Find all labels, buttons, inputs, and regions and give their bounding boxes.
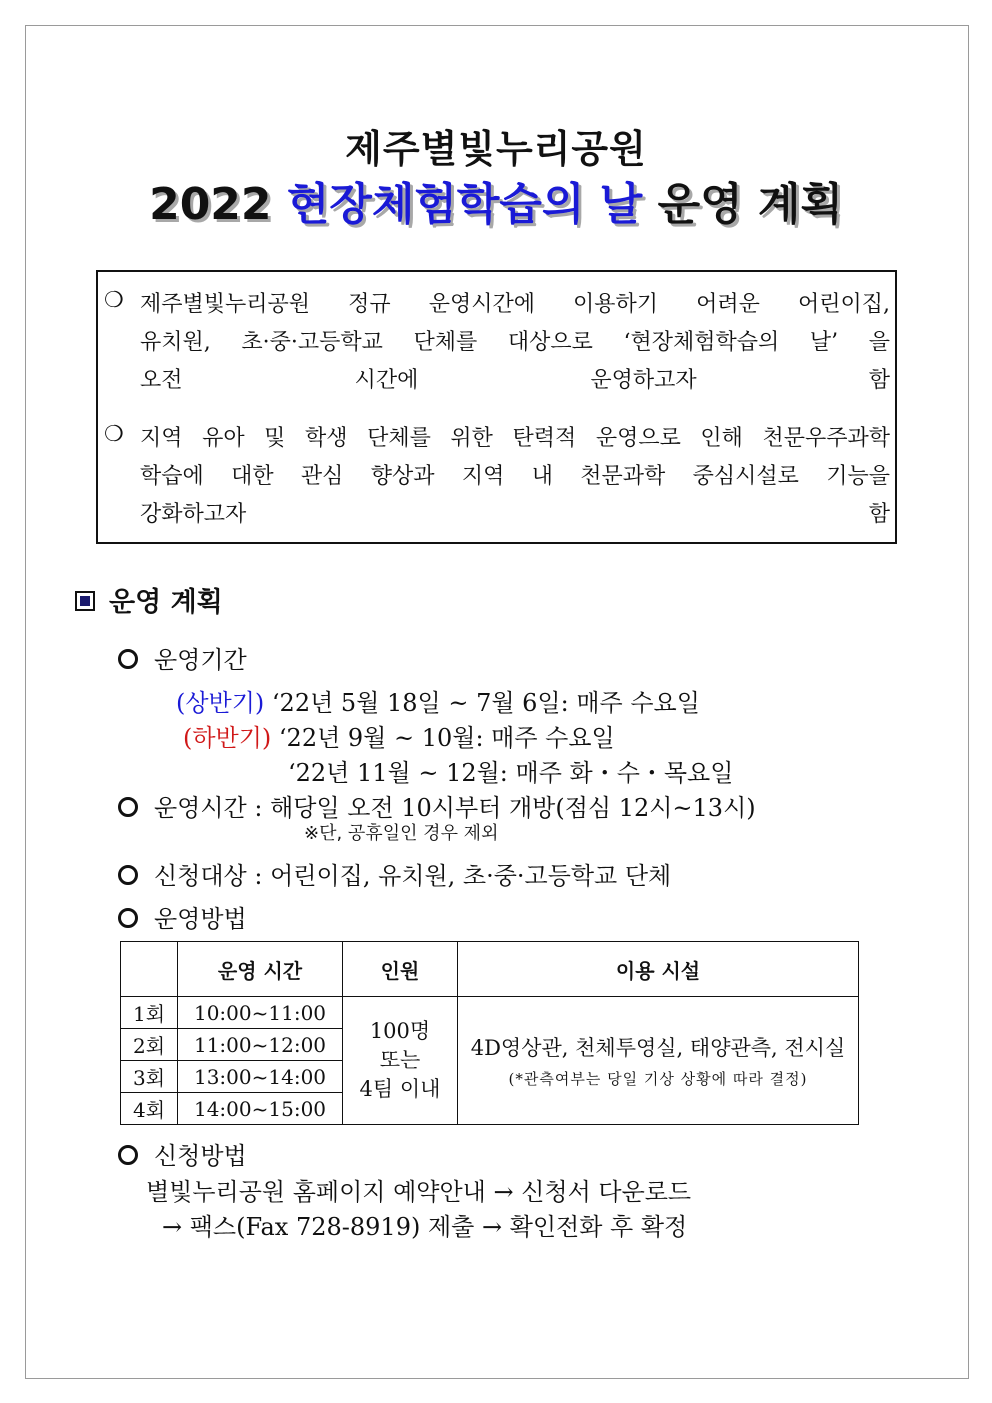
- operation-table: [120, 941, 859, 1125]
- table-header-cell: 인원: [343, 942, 458, 997]
- square-bullet-icon: [75, 591, 95, 611]
- apply-line-2: → 팩스(Fax 728-8919) 제출 → 확인전화 후 확정: [162, 1213, 688, 1241]
- title-highlight: 현장체험학습의 날: [286, 179, 643, 230]
- method-item: [118, 899, 247, 934]
- apply-item: [118, 1136, 247, 1171]
- time-cell: 14:00~15:00: [178, 1093, 343, 1125]
- summary-line: 유치원, 초·중·고등학교 단체를 대상으로 ‘현장체험학습의 날’ 을: [140, 330, 890, 355]
- section-heading: [75, 580, 223, 619]
- method-label: 운영방법: [154, 905, 247, 933]
- time-cell: 11:00~12:00: [178, 1029, 343, 1061]
- capacity-line: 100명: [369, 1019, 431, 1043]
- apply-line-1: 별빛누리공원 홈페이지 예약안내 → 신청서 다운로드: [146, 1178, 692, 1206]
- table-row: [121, 997, 859, 1029]
- facilities-cell: [458, 997, 859, 1125]
- table-header-row: [121, 942, 859, 997]
- circle-bullet-icon: ❍: [104, 288, 124, 313]
- hours-item: [118, 788, 756, 823]
- capacity-line: 또는: [379, 1048, 421, 1072]
- circle-bullet-icon: [118, 649, 138, 669]
- second-half-label: (하반기): [183, 724, 272, 752]
- table-header-cell: [121, 942, 178, 997]
- summary-line: 지역 유아 및 학생 단체를 위한 탄력적 운영으로 인해 천문우주과학: [140, 426, 890, 451]
- period-first-half: [176, 683, 700, 718]
- apply-label: 신청방법: [154, 1142, 247, 1170]
- circle-bullet-icon: [118, 797, 138, 817]
- hours-note: ※단, 공휴일인 경우 제외: [304, 823, 499, 844]
- title-rest: 운영 계획: [657, 179, 843, 230]
- period-second-half: [183, 718, 615, 753]
- summary-line: 강화하고자 함: [140, 502, 890, 527]
- round-cell: 2회: [121, 1029, 178, 1061]
- circle-bullet-icon: [118, 1145, 138, 1165]
- section-title: 운영 계획: [109, 587, 223, 618]
- capacity-cell: [343, 997, 458, 1125]
- second-half-value-1: ‘22년 9월 ~ 10월: 매주 수요일: [278, 724, 615, 752]
- target-text: 신청대상 : 어린이집, 유치원, 초·중·고등학교 단체: [154, 862, 672, 890]
- target-item: [118, 856, 671, 891]
- document-title-line1: 제주별빛누리공원: [345, 127, 647, 171]
- circle-bullet-icon: [118, 865, 138, 885]
- table-header-cell: 이용 시설: [458, 942, 859, 997]
- time-cell: 13:00~14:00: [178, 1061, 343, 1093]
- facilities-note: (*관측여부는 당일 기상 상황에 따라 결정): [508, 1070, 808, 1088]
- summary-box: [96, 270, 897, 544]
- period-item: [118, 640, 247, 675]
- table-header-cell: 운영 시간: [178, 942, 343, 997]
- period-second-half-2: [288, 753, 733, 788]
- summary-paragraph-2-text: [140, 420, 890, 534]
- title-year: 2022: [149, 179, 272, 230]
- summary-paragraph-1-text: [140, 286, 890, 400]
- summary-line: 학습에 대한 관심 향상과 지역 내 천문과학 중심시설로 기능을: [140, 464, 890, 489]
- second-half-value-2: ‘22년 11월 ~ 12월: 매주 화・수・목요일: [288, 759, 734, 787]
- round-cell: 4회: [121, 1093, 178, 1125]
- first-half-label: (상반기): [176, 689, 265, 717]
- time-cell: 10:00~11:00: [178, 997, 343, 1029]
- summary-line: 오전 시간에 운영하고자 함: [140, 368, 890, 393]
- period-label: 운영기간: [154, 646, 247, 674]
- circle-bullet-icon: ❍: [104, 422, 124, 447]
- round-cell: 3회: [121, 1061, 178, 1093]
- capacity-line: 4팀 이내: [359, 1077, 441, 1101]
- document-title-line2: [0, 168, 992, 232]
- hours-text: 운영시간 : 해당일 오전 10시부터 개방(점심 12시~13시): [154, 794, 756, 822]
- facilities-text: 4D영상관, 천체투영실, 태양관측, 전시실: [470, 1036, 846, 1060]
- round-cell: 1회: [121, 997, 178, 1029]
- summary-line: 제주별빛누리공원 정규 운영시간에 이용하기 어려운 어린이집,: [140, 292, 890, 317]
- first-half-value: ‘22년 5월 18일 ~ 7월 6일: 매주 수요일: [271, 689, 700, 717]
- circle-bullet-icon: [118, 908, 138, 928]
